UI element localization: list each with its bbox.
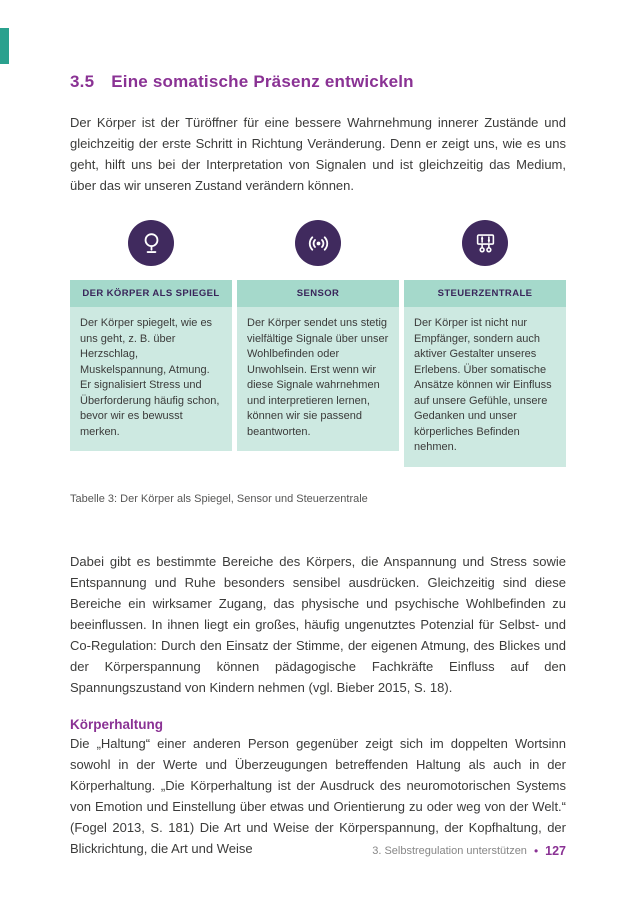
table-cell-spiegel: Der Körper spiegelt, wie es uns geht, z. B. über Herzschlag, Muskelspannung, Atmung. Er signalisiert Stress und Überforderung häufig schon, bevor wir es bewusst merken.: [70, 307, 232, 451]
footer-separator-dot: •: [533, 844, 539, 858]
table-column-spiegel: [70, 220, 232, 451]
signal-icon: [295, 220, 341, 266]
footer-chapter-label: 3. Selbstregulation unterstützen: [372, 845, 527, 857]
page-footer: [372, 844, 566, 858]
table-caption: Tabelle 3: Der Körper als Spiegel, Sensor und Steuerzentrale: [70, 492, 368, 505]
table-cell-steuerzentrale: Der Körper ist nicht nur Empfänger, sondern auch aktiver Gestalter unseres Erlebens. Über somatische Ansätze können wir Einfluss auf unsere Gefühle, unsere Gedanken und unser körperliches Befinden nehmen.: [404, 307, 566, 467]
table-column-steuerzentrale: [404, 220, 566, 467]
table-header-sensor: SENSOR: [237, 280, 399, 307]
table-column-sensor: [237, 220, 399, 451]
intro-paragraph: Der Körper ist der Türöffner für eine bessere Wahrnehmung innerer Zustände und gleichzeitig der erste Schritt in Richtung Veränderung. Denn er zeigt uns, wie es uns geht, hilft uns bei der Interpretation von Signalen und ist gleichzeitig das Medium, über das wir unseren Zustand verändern können.: [70, 115, 566, 193]
paragraph-koerperhaltung: Die „Haltung“ einer anderen Person gegenüber zeigt sich im doppelten Wortsinn sowohl in der Werte und Überzeugungen betreffenden Haltung als auch in der Körperhaltung. „Die Körperhaltung ist der Ausdruck des neuromotorischen Systems von Emotion und Einstellung über etwas und Orientierung zu oder weg von der Welt.“ (Fogel 2013, S. 181) Die Art und Weise der Körperspannung, der Kopfhaltung, der Blickrichtung, die Art und Weise: [70, 735, 566, 856]
mirror-icon: [128, 220, 174, 266]
section-heading: [70, 72, 566, 92]
paragraph-bereiche: Dabei gibt es bestimmte Bereiche des Körpers, die Anspannung und Stress sowie Entspannung und Ruhe besonders sensibel ausdrücken. Gleichzeitig sind diese Bereiche ein wirksamer Zugang, das physische und psychische Wohlbefinden zu beeinflussen. In ihnen liegt ein großes, häufig ungenutztes Potenzial für Selbst- und Co-Regulation: Durch den Einsatz der Stimme, der eigenen Atmung, des Blickes und der Körperspannung können pädagogische Fachkräfte Einfluss auf den Spannungszustand von Kindern nehmen (vgl. Bieber 2015, S. 18).: [70, 553, 566, 695]
koerper-table: [70, 220, 566, 467]
table-header-spiegel: DER KÖRPER ALS SPIEGEL: [70, 280, 232, 307]
control-panel-icon: [462, 220, 508, 266]
page-edge-mark: [0, 28, 9, 64]
footer-page-number: 127: [545, 844, 566, 858]
section-title: Eine somatische Präsenz entwickeln: [111, 72, 414, 91]
page-content: [70, 0, 566, 859]
table-cell-sensor: Der Körper sendet uns stetig vielfältige Signale über unser Wohlbefinden oder Unwohlsein. Erst wenn wir diese Signale wahrnehmen und interpretieren lernen, können wir sie passend beantworten.: [237, 307, 399, 451]
section-number: 3.5: [70, 72, 95, 91]
subheading-koerperhaltung: Körperhaltung: [70, 716, 163, 732]
table-header-steuerzentrale: STEUERZENTRALE: [404, 280, 566, 307]
